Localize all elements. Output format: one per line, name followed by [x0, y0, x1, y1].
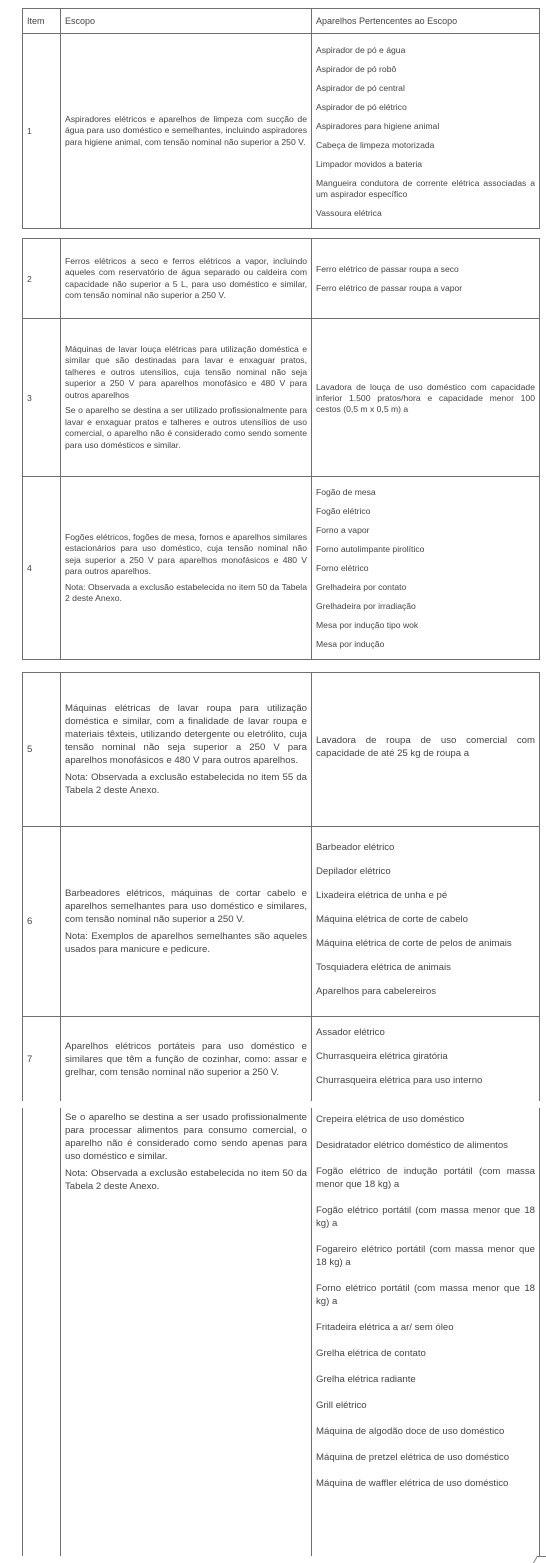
- scope-text: Fogões elétricos, fogões de mesa, fornos e aparelhos similares estacionários para uso doméstico, cuja tensão nominal não seja superior a 250 V para aparelhos monofásicos e 480 V para outros aparelhos.: [65, 531, 307, 576]
- apparatus-item: Vassoura elétrica: [316, 207, 382, 218]
- apparatus-item: Fogareiro elétrico portátil (com massa menor que 18 kg) a: [316, 1244, 535, 1268]
- apparatus-item: Fogão elétrico de indução portátil (com massa menor que 18 kg) a: [316, 1166, 535, 1190]
- apparatus-item: Forno elétrico: [316, 563, 369, 573]
- apparatus-item: Aspirador de pó robô: [316, 63, 397, 74]
- apparatus-item: Lixadeira elétrica de unha e pé: [316, 889, 448, 901]
- table-block-2: [22, 238, 539, 660]
- apparatus-cell: [312, 319, 540, 477]
- item-number: [23, 1108, 61, 1556]
- scope-cell: [61, 477, 312, 660]
- apparatus-item: Depilador elétrico: [316, 865, 391, 877]
- apparatus-item: Lavadora de roupa de uso comercial com capacidade de até 25 kg de roupa a: [316, 735, 535, 759]
- scope-text: Aparelhos elétricos portáteis para uso doméstico e similares que têm a função de cozinhar, como: assar e grelhar, com tensão nominal não superior a 250 V.: [65, 1040, 307, 1078]
- scope-text: Se o aparelho se destina a ser usado profissionalmente para processar alimentos para consumo comercial, o aparelho não é considerado como sendo apenas para uso doméstico e similar.: [65, 1112, 307, 1162]
- apparatus-cell: [312, 477, 540, 660]
- apparatus-item: Fogão de mesa: [316, 487, 376, 497]
- table-row: [23, 319, 540, 477]
- table-row: [23, 477, 540, 660]
- table-block-1: [22, 8, 539, 229]
- apparatus-item: Mesa por indução tipo wok: [316, 620, 419, 630]
- apparatus-item: Fogão elétrico portátil (com massa menor que 18 kg) a: [316, 1205, 535, 1229]
- apparatus-item: Fritadeira elétrica a ar/ sem óleo: [316, 1322, 454, 1333]
- apparatus-item: Aspirador de pó e água: [316, 44, 406, 55]
- item-number: 5: [23, 673, 61, 827]
- apparatus-item: Lavadora de louça de uso doméstico com capacidade inferior 1.500 pratos/hora e capacidade menor 100 cestos (0,5 m x 0,5 m) a: [316, 381, 535, 414]
- scope-text: Nota: Observada a exclusão estabelecida no item 50 da Tabela 2 deste Anexo.: [65, 1168, 307, 1192]
- header-item: Item: [23, 9, 61, 34]
- apparatus-cell: [312, 1108, 540, 1556]
- scope-cell: [61, 1017, 312, 1102]
- apparatus-item: Máquina de pretzel elétrica de uso doméstico: [316, 1452, 510, 1463]
- apparatus-item: Limpador movidos a bateria: [316, 158, 423, 169]
- table-row: [23, 827, 540, 1017]
- item-number: 1: [23, 34, 61, 229]
- apparatus-item: Máquina de waffler elétrica de uso doméstico: [316, 1478, 509, 1489]
- item-number: 2: [23, 239, 61, 319]
- page-corner-mark: [533, 1556, 546, 1563]
- apparatus-item: Barbeador elétrico: [316, 841, 395, 853]
- item-number: 4: [23, 477, 61, 660]
- apparatus-item: Grelhadeira por contato: [316, 582, 407, 592]
- table-block-3: [22, 672, 539, 1101]
- apparatus-cell: [312, 34, 540, 229]
- scope-cell: [61, 673, 312, 827]
- apparatus-item: Aspirador de pó central: [316, 82, 405, 93]
- header-scope: Escopo: [61, 9, 312, 34]
- apparatus-item: Mangueira condutora de corrente elétrica associadas a um aspirador específico: [316, 177, 535, 199]
- scope-cell: [61, 1108, 312, 1556]
- table-row: [23, 673, 540, 827]
- apparatus-item: Grill elétrico: [316, 1400, 367, 1411]
- item-number: 3: [23, 319, 61, 477]
- table-row: [23, 239, 540, 319]
- apparatus-cell: [312, 827, 540, 1017]
- scope-cell: [61, 827, 312, 1017]
- apparatus-cell: [312, 239, 540, 319]
- scope-text: Máquinas de lavar louça elétricas para utilização doméstica e similar que são destinadas para lavar e enxaguar pratos, talheres e outros utensílios, cuja tensão nominal não seja superior a 250 V para aparelhos monofásico e 480 V para outros aparelhos: [65, 343, 307, 400]
- table-row: [23, 1108, 540, 1556]
- scope-text: Nota: Observada a exclusão estabelecida no item 50 da Tabela 2 deste Anexo.: [65, 581, 307, 603]
- apparatus-item: Aparelhos para cabelereiros: [316, 985, 436, 997]
- scope-cell: [61, 319, 312, 477]
- apparatus-item: Forno a vapor: [316, 525, 370, 535]
- scope-text: Nota: Observada a exclusão estabelecida no item 55 da Tabela 2 deste Anexo.: [65, 772, 307, 796]
- apparatus-item: Forno autolimpante pirolítico: [316, 544, 425, 554]
- apparatus-item: Grelhadeira por irradiação: [316, 601, 416, 611]
- apparatus-item: Forno elétrico portátil (com massa menor que 18 kg) a: [316, 1283, 535, 1307]
- apparatus-item: Tosquiadera elétrica de animais: [316, 961, 451, 973]
- scope-text: Ferros elétricos a seco e ferros elétricos a vapor, incluindo aqueles com reservatório de água separado ou caldeira com capacidade não superior a 5 L, para uso doméstico e similar, com tensão nominal não superior a 250 V.: [65, 255, 307, 300]
- scope-cell: [61, 34, 312, 229]
- apparatus-item: Aspiradores para higiene animal: [316, 120, 440, 131]
- scope-text: Aspiradores elétricos e aparelhos de limpeza com sucção de água para uso doméstico e semelhantes, incluindo aspiradores para higiene animal, com tensão nominal não superior a 250 V.: [65, 113, 307, 147]
- apparatus-item: Mesa por indução: [316, 639, 385, 649]
- table-row: [23, 1017, 540, 1102]
- apparatus-cell: [312, 673, 540, 827]
- apparatus-item: Crepeira elétrica de uso doméstico: [316, 1114, 465, 1125]
- apparatus-item: Churrasqueira elétrica giratória: [316, 1051, 448, 1062]
- apparatus-item: Desidratador elétrico doméstico de alimentos: [316, 1140, 508, 1151]
- scope-text: Máquinas elétricas de lavar roupa para utilização doméstica e similar, com a finalidade de lavar roupa e materiais têxteis, utilizando detergente ou eletrólito, cuja tensão nominal não seja superior a 250 V para aparelhos monofásicos e 480 V para outros aparelhos.: [65, 703, 307, 766]
- apparatus-item: Máquina elétrica de corte de cabelo: [316, 913, 468, 925]
- table-row: [23, 34, 540, 229]
- apparatus-item: Ferro elétrico de passar roupa a seco: [316, 264, 459, 274]
- apparatus-item: Aspirador de pó elétrico: [316, 101, 407, 112]
- scope-cell: [61, 239, 312, 319]
- apparatus-item: Grelha elétrica de contato: [316, 1348, 426, 1359]
- table-header-row: [23, 9, 540, 34]
- item-number: 6: [23, 827, 61, 1017]
- apparatus-item: Ferro elétrico de passar roupa a vapor: [316, 283, 463, 293]
- table-block-4: [22, 1108, 539, 1556]
- apparatus-item: Máquina elétrica de corte de pelos de animais: [316, 937, 512, 949]
- apparatus-cell: [312, 1017, 540, 1102]
- scope-text: Barbeadores elétricos, máquinas de cortar cabelo e aparelhos semelhantes para uso doméstico e similares, com tensão nominal não superior a 250 V.: [65, 888, 307, 925]
- apparatus-item: Churrasqueira elétrica para uso interno: [316, 1075, 483, 1086]
- apparatus-item: Assador elétrico: [316, 1027, 385, 1038]
- apparatus-item: Cabeça de limpeza motorizada: [316, 139, 435, 150]
- apparatus-item: Grelha elétrica radiante: [316, 1374, 416, 1385]
- apparatus-item: Máquina de algodão doce de uso doméstico: [316, 1426, 505, 1437]
- header-apparatus: Aparelhos Pertencentes ao Escopo: [312, 9, 540, 34]
- scope-text: Nota: Exemplos de aparelhos semelhantes são aqueles usados para manicure e pedicure.: [65, 931, 307, 955]
- item-number: 7: [23, 1017, 61, 1102]
- apparatus-item: Fogão elétrico: [316, 506, 371, 516]
- scope-text: Se o aparelho se destina a ser utilizado profissionalmente para lavar e enxaguar pratos e talheres e outros utensílios de uso comercial, o aparelho não é considerado como sendo somente para uso domésticos e similar.: [65, 405, 307, 450]
